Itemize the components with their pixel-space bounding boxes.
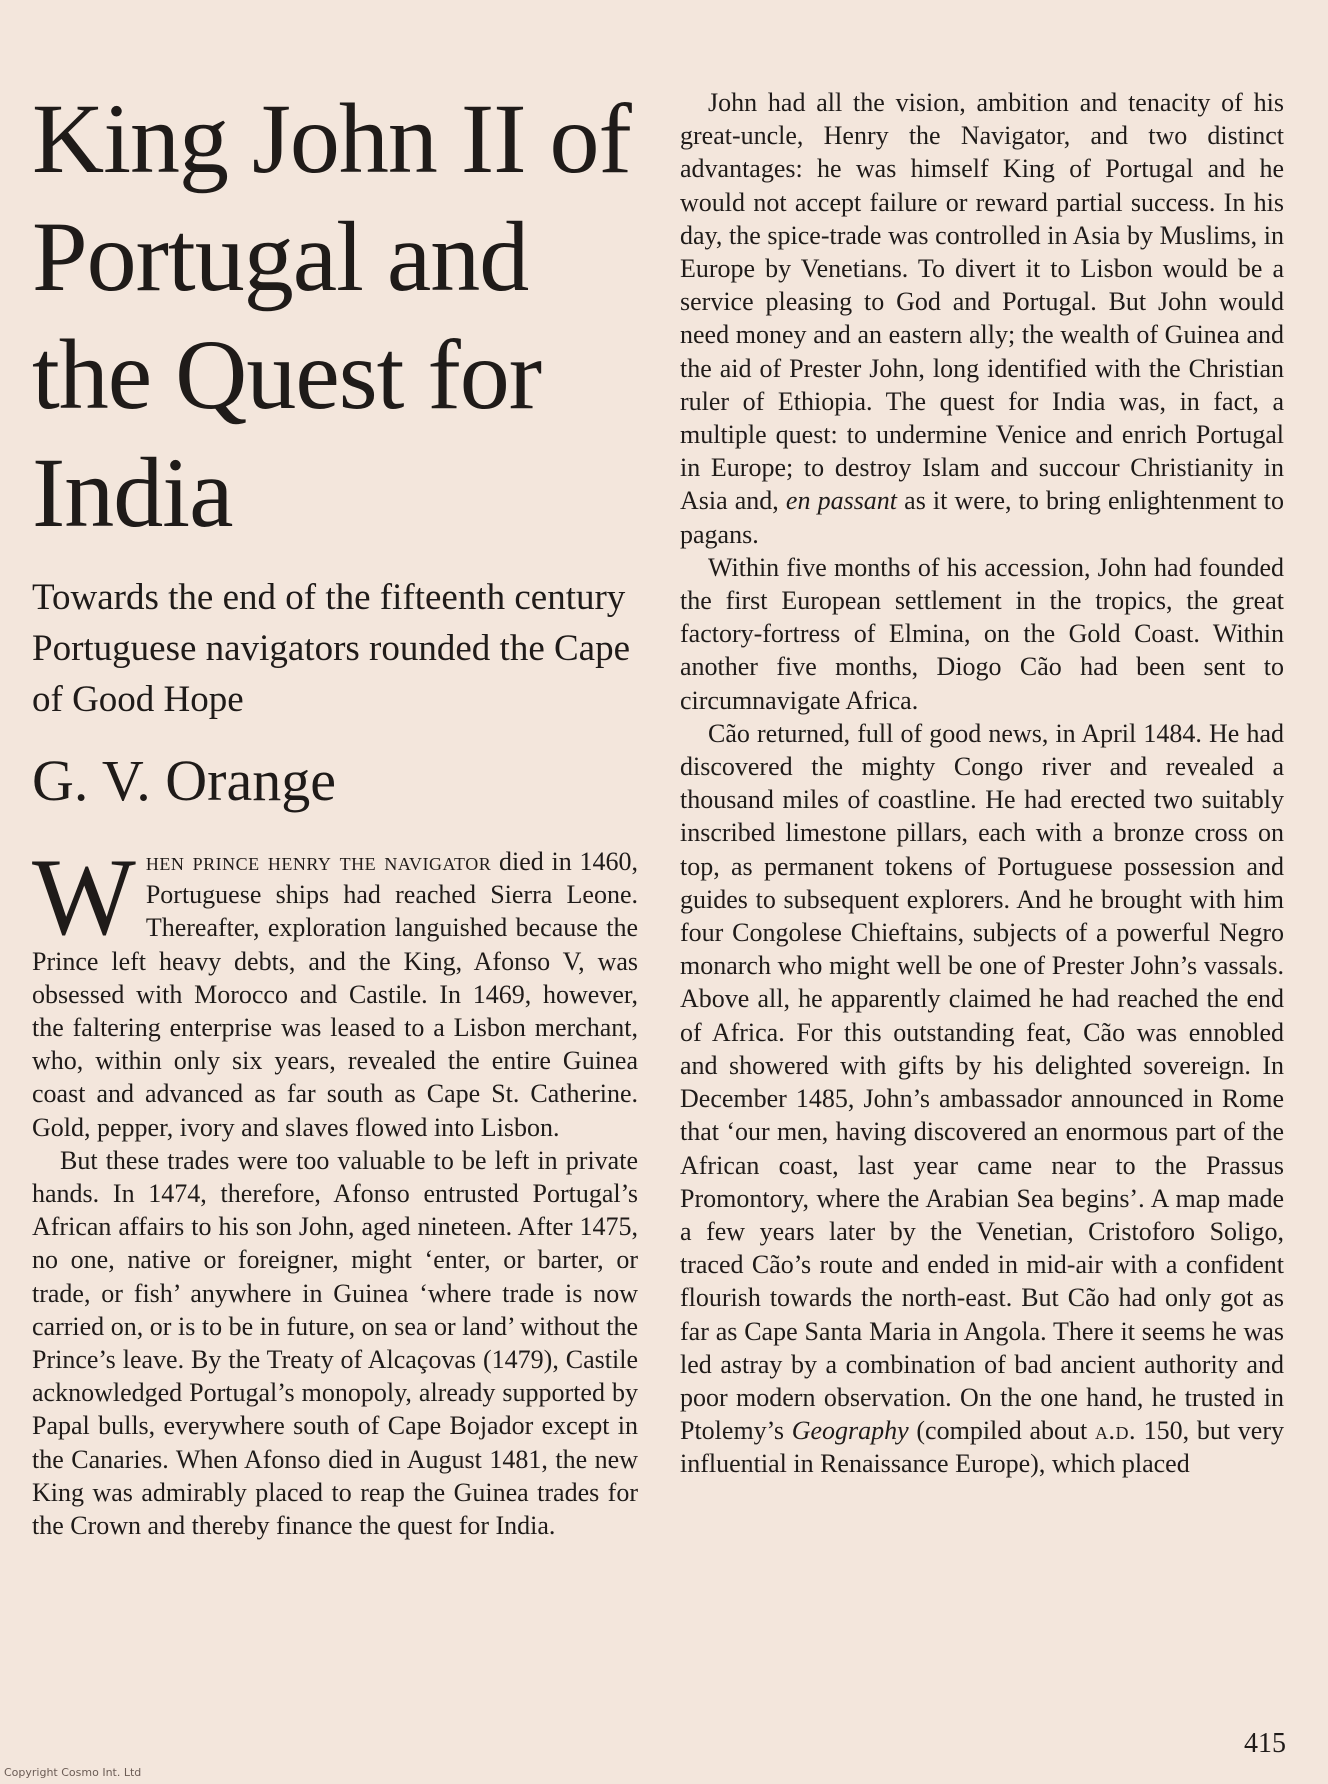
page-number: 415: [1244, 1728, 1286, 1759]
left-column: [32, 80, 638, 1542]
era-abbrev: a.d.: [1094, 1416, 1136, 1446]
paragraph-2: But these trades were too valuable to be left in private hands. In 1474, therefore, Afonso entrusted Portugal’s African affairs to his son John, aged nineteen. After 1475, no one, native or foreigner, might ‘enter, or barter, or trade, or fish’ anywhere in Guinea ‘where trade is now carried on, or is to be in future, on sea or land’ without the Prince’s leave. By the Treaty of Alcaçovas (1479), Castile acknowledged Portugal’s monopoly, already supported by Papal bulls, everywhere south of Cape Bojador except in the Canaries. When Afonso died in August 1481, the new King was admirably placed to reap the Guinea trades for the Crown and thereby finance the quest for India.: [32, 1145, 638, 1541]
right-column: [680, 86, 1284, 1481]
article-author: G. V. Orange: [32, 748, 336, 813]
article-subtitle: Towards the end of the fifteenth century Portuguese navigators rounded the Cape of Good Hope: [32, 577, 631, 720]
paragraph-5: [680, 717, 1284, 1481]
paragraph-5-text: Cão returned, full of good news, in April 1484. He had discovered the mighty Congo river and revealed a thousand miles of coastline. He had erected two suitably inscribed limestone pillars, each with a bronze cross on top, as permanent tokens of Portuguese possession and guides to subsequent explorers. And he brought with him four Congolese Chieftains, subjects of a powerful Negro monarch who might well be one of Prester John’s vassals. Above all, he apparently claimed he had reached the end of Africa. For this outstanding feat, Cão was ennobled and showered with gifts by his delighted sovereign. In December 1485, John’s ambassador announced in Rome that ‘our men, having discovered an enormous part of the African coast, last year came near to the Prassus Promontory, where the Arabian Sea begins’. A map made a few years later by the Venetian, Cristoforo Soligo, traced Cão’s route and ended in mid-air with a confident flourish towards the north-east. But Cão had only got as far as Cape Santa Maria in Angola. There it seems he was led astray by a combination of bad ancient authority and poor modern observation. On the one hand, he trusted in Ptolemy’s: [680, 718, 1284, 1446]
copyright-notice: Copyright Cosmo Int. Ltd: [4, 1766, 142, 1779]
italic-phrase: en passant: [785, 486, 898, 516]
paragraph-1: [32, 836, 638, 1144]
paragraph-3-end: as it were, to bring enlightenment to pagans.: [680, 486, 1285, 549]
lead-in-smallcaps: hen prince henry the navigator: [145, 847, 492, 876]
article-title: King John II of Portugal and the Quest for India: [32, 83, 631, 548]
paragraph-3: [680, 86, 1284, 551]
drop-cap: W: [32, 836, 136, 958]
paragraph-5-mid: (compiled about: [908, 1416, 1095, 1446]
paragraph-1-text: died in 1460, Portuguese ships had reached Sierra Leone. Thereafter, exploration languished because the Prince left heavy debts, and the King, Afonso V, was obsessed with Morocco and Castile. In 1469, however, the faltering enterprise was leased to a Lisbon merchant, who, within only six years, revealed the entire Guinea coast and advanced as far south as Cape St. Catherine. Gold, pepper, ivory and slaves flowed into Lisbon.: [32, 847, 638, 1142]
paragraph-3-text: John had all the vision, ambition and tenacity of his great-uncle, Henry the Navigator, and two distinct advantages: he was himself King of Portugal and he would not accept failure or reward partial success. In his day, the spice-trade was controlled in Asia by Muslims, in Europe by Venetians. To divert it to Lisbon would be a service pleasing to God and Portugal. But John would need money and an eastern ally; the wealth of Guinea and the aid of Prester John, long identified with the Christian ruler of Ethiopia. The quest for India was, in fact, a multiple quest: to undermine Venice and enrich Portugal in Europe; to destroy Islam and succour Christianity in Asia and,: [680, 88, 1284, 516]
paragraph-5-end: 150, but very influential in Renaissance Europe), which placed: [680, 1416, 1285, 1479]
paragraph-4: Within five months of his accession, John had founded the first European settlement in the tropics, the great factory-fortress of Elmina, on the Gold Coast. Within another five months, Diogo Cão had been sent to circumnavigate Africa.: [680, 552, 1284, 715]
italic-book-title: Geography: [791, 1416, 909, 1446]
